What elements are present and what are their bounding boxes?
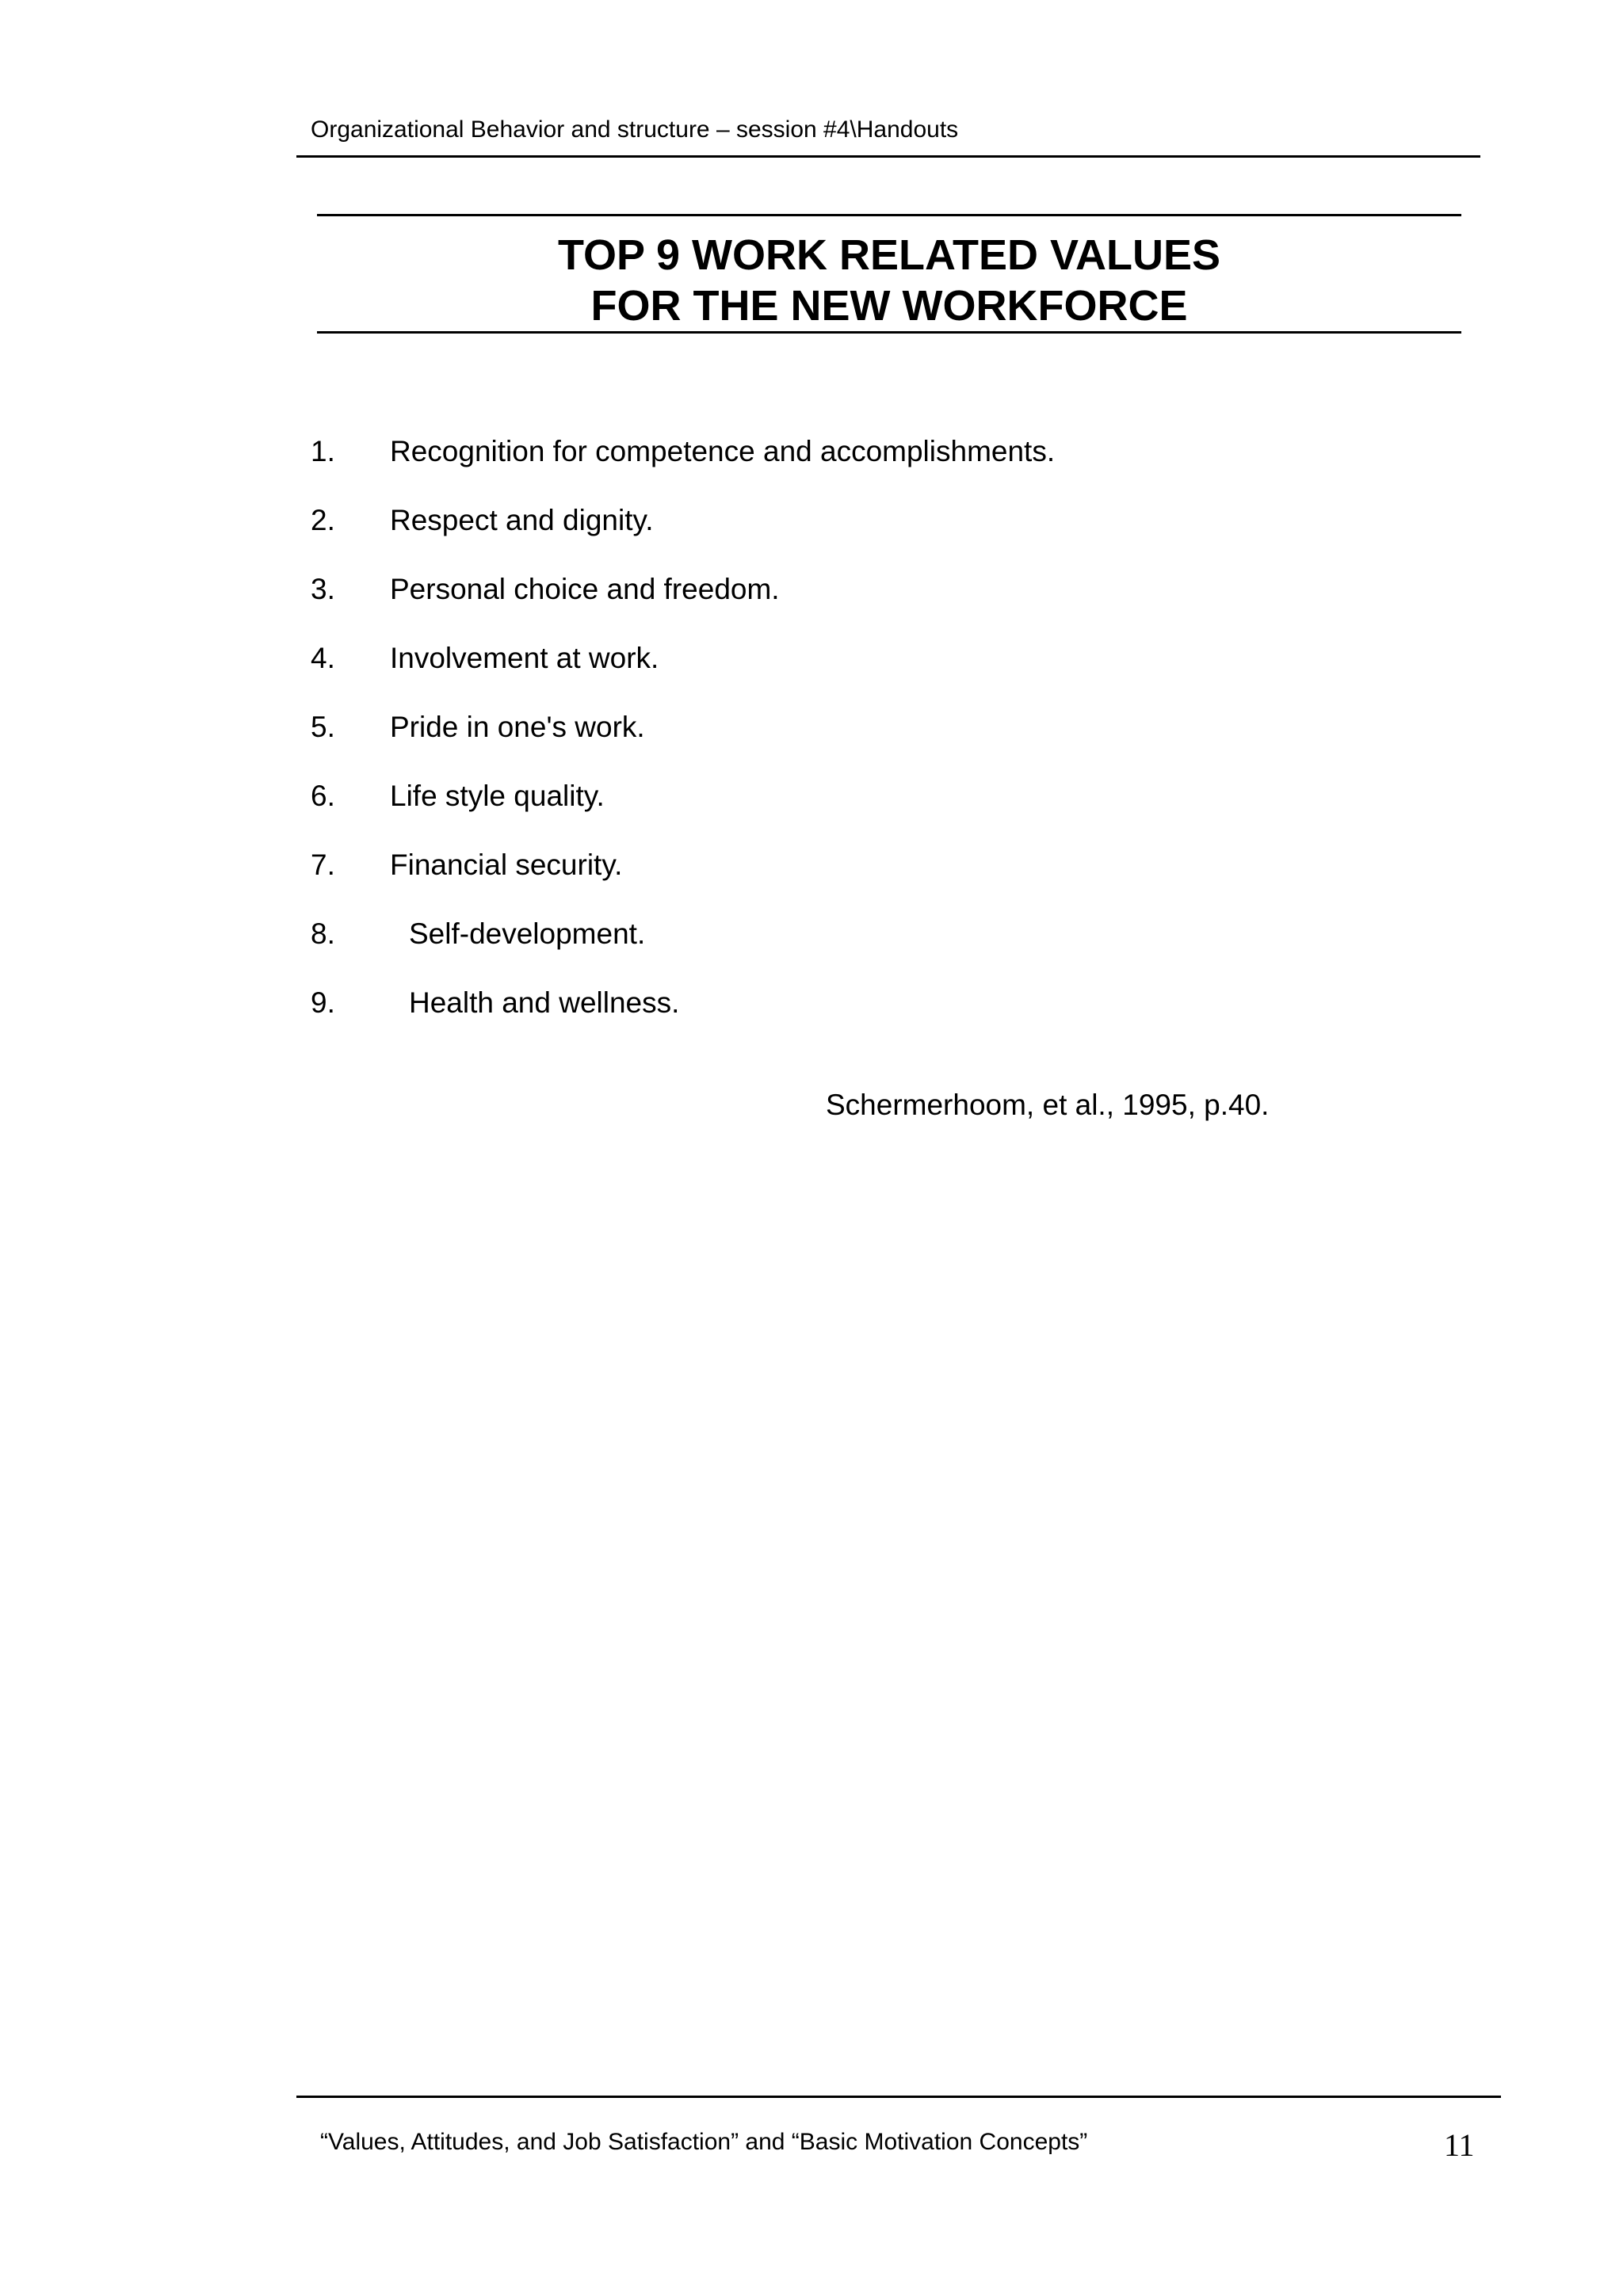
running-footer: “Values, Attitudes, and Job Satisfaction” and “Basic Motivation Concepts” bbox=[320, 2129, 1088, 2155]
list-item bbox=[311, 570, 1420, 639]
source-citation: Schermerhoom, et al., 1995, p.40. bbox=[826, 1089, 1270, 1121]
list-item-text: Pride in one's work. bbox=[390, 711, 645, 743]
list-item-number: 8. bbox=[311, 917, 335, 950]
list-item-text: Financial security. bbox=[390, 849, 623, 881]
page-title-line-2: FOR THE NEW WORKFORCE bbox=[590, 282, 1188, 330]
running-header: Organizational Behavior and structure – session #4\Handouts bbox=[311, 116, 959, 143]
list-item-text: Health and wellness. bbox=[409, 986, 680, 1019]
list-item-number: 9. bbox=[311, 986, 335, 1019]
list-item bbox=[311, 845, 1420, 914]
list-item-number: 7. bbox=[311, 849, 335, 881]
list-item-number: 3. bbox=[311, 573, 335, 605]
list-item bbox=[311, 639, 1420, 707]
footer-divider bbox=[296, 2096, 1501, 2098]
page-title bbox=[317, 230, 1461, 331]
list-item-number: 6. bbox=[311, 780, 335, 812]
header-divider bbox=[296, 155, 1480, 158]
list-item bbox=[311, 983, 1420, 1052]
list-item-text: Life style quality. bbox=[390, 780, 605, 812]
list-item bbox=[311, 914, 1420, 983]
title-rule-bottom bbox=[317, 331, 1461, 334]
list-item bbox=[311, 501, 1420, 570]
list-item-number: 5. bbox=[311, 711, 335, 743]
list-item-number: 4. bbox=[311, 642, 335, 674]
list-item-number: 1. bbox=[311, 435, 335, 467]
list-item bbox=[311, 707, 1420, 776]
list-item-number: 2. bbox=[311, 504, 335, 536]
list-item-text: Recognition for competence and accomplishments. bbox=[390, 435, 1056, 467]
list-item-text: Involvement at work. bbox=[390, 642, 659, 674]
list-item bbox=[311, 432, 1420, 501]
values-list bbox=[311, 432, 1420, 1052]
list-item-text: Self-development. bbox=[409, 917, 646, 950]
title-rule-top bbox=[317, 214, 1461, 216]
page-number: 11 bbox=[1444, 2127, 1475, 2163]
list-item-text: Respect and dignity. bbox=[390, 504, 654, 536]
page-title-line-1: TOP 9 WORK RELATED VALUES bbox=[557, 231, 1221, 279]
list-item-text: Personal choice and freedom. bbox=[390, 573, 780, 605]
list-item bbox=[311, 776, 1420, 845]
